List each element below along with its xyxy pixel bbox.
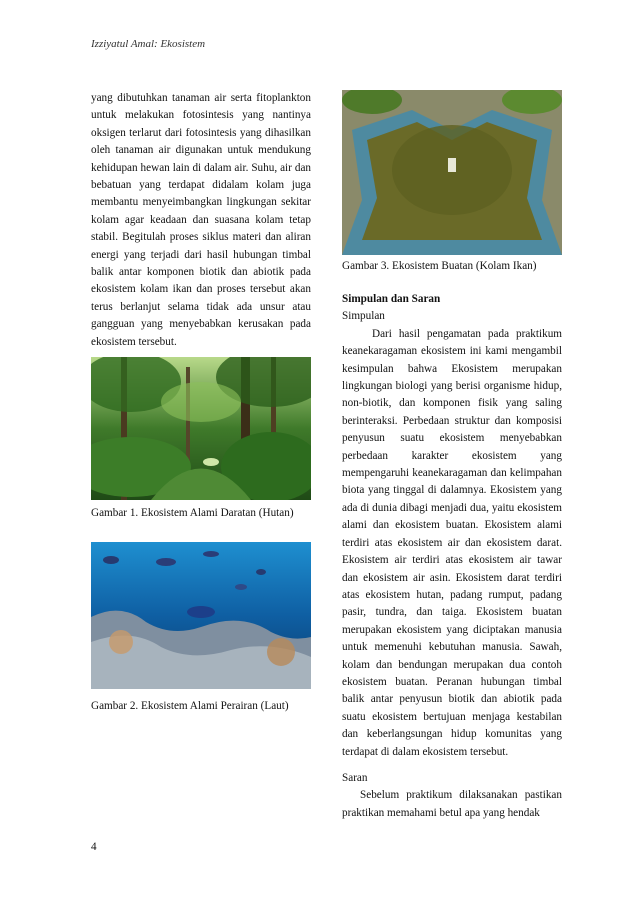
running-header: Izziyatul Amal: Ekosistem: [91, 38, 206, 50]
figure-forest-image: [91, 357, 311, 500]
section-heading: Simpulan dan Saran: [342, 293, 441, 305]
figure-1-caption: Gambar 1. Ekosistem Alami Daratan (Hutan): [91, 507, 294, 520]
simpulan-paragraph: Dari hasil pengamatan pada praktikum keanekaragaman ekosistem ini kami mengambil kesimpulan bahwa Ekosistem merupakan lingkungan biologi yang berisi organisme hidup, non-biotik, dan komponen fisik yang saling berinteraksi. Perbedaan struktur dan komposisi penyusun suatu ekosistem menyebabkan perbedaan karakter ekosistem yang mempengaruhi keanekaragaman dan kelimpahan biota yang tinggal di dalamnya. Ekosistem yang ada di dunia dibagi menjadi dua, yaitu ekosistem alami dan ekosistem buatan. Ekosistem alami terdiri atas ekosistem air dan ekosistem darat. Ekosistem air terdiri atas ekosistem air tawar dan ekosistem air asin. Ekosistem darat terdiri atas ekosistem hutan, padang rumput, padang pasir, tundra, dan taiga. Ekosistem buatan merupakan ekosistem yang diciptakan manusia untuk memenuhi kebutuhan manusia. Sawah, kolam dan bendungan merupakan dua contoh ekosistem buatan. Peranan hubungan timbal balik antar penyusun biotik dan abiotik pada suatu ekosistem bertujuan menjaga kestabilan dan keberlangsungan hidup komunitas yang terdapat di dalam ekosistem tersebut.: [342, 327, 562, 758]
body-paragraph: yang dibutuhkan tanaman air serta fitoplankton untuk melakukan fotosintesis yang nantinya oksigen terlarut dari fotosintesis yang dihasilkan oleh tanaman air digunakan untuk mendukung kehidupan hewan lain di dalam air. Suhu, air dan bebatuan yang terdapat didalam kolam juga membantu menyeimbangkan lingkungan sekitar kolam agar keadaan dan suasana kolam tetap stabil. Begitulah proses siklus materi dan aliran energi yang terjadi dari hasil hubungan timbal balik antar komponen biotik dan abiotik pada ekosistem kolam ikan dan proses tersebut akan terus berlanjut selama tidak ada unsur atau gangguan yang menyebabkan kerusakan pada ekosistem tersebut.: [91, 92, 311, 348]
saran-paragraph: Sebelum praktikum dilaksanakan pastikan praktikan memahami betul apa yang hendak: [342, 789, 562, 819]
figure-2-caption: Gambar 2. Ekosistem Alami Perairan (Laut): [91, 700, 289, 713]
saran-heading: Saran: [342, 771, 368, 784]
left-column: [91, 90, 311, 714]
page-number: 4: [91, 841, 97, 853]
right-column: [342, 90, 562, 822]
figure-sea-image: [91, 542, 311, 689]
figure-3-caption: Gambar 3. Ekosistem Buatan (Kolam Ikan): [342, 260, 537, 272]
simpulan-heading: Simpulan: [342, 310, 385, 323]
figure-pond-image: [342, 90, 562, 255]
